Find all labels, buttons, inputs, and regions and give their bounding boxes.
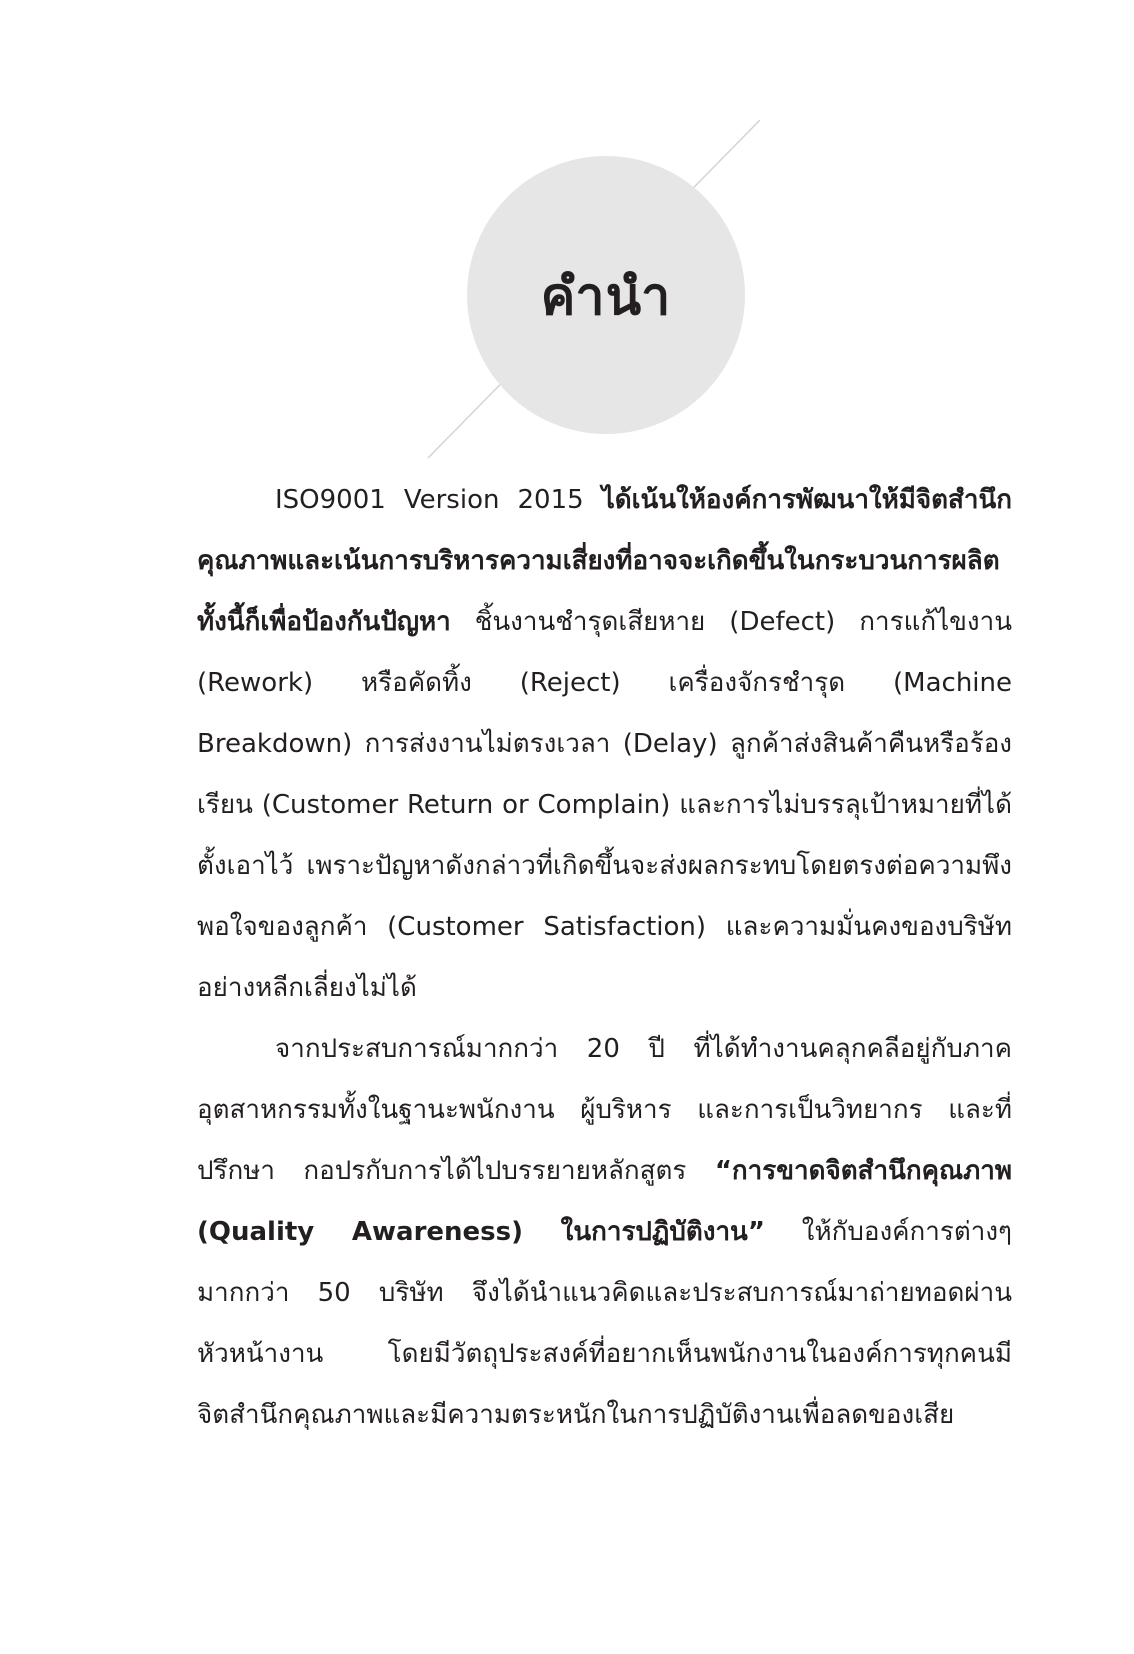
paragraph-2-bold: “การขาดจิตสำนึกคุณภาพ (Quality Awareness) ในการปฏิบัติงาน” [197,1156,1012,1247]
paragraph-1-bold: ได้เน้นให้องค์การพัฒนาให้มีจิตสำนึกคุณภาพและเน้นการบริหารความเสี่ยงที่อาจจะเกิดขึ้นในกระบวนการผลิต ทั้งนี้ก็เพื่อป้องกันปัญหา [197,485,1012,637]
paragraph-2-text-b: ให้กับองค์การต่างๆ มากกว่า 50 บริษัท จึงได้นำแนวคิดและประสบการณ์มาถ่ายทอดผ่านหัวหน้างาน โดยมีวัตถุประสงค์ที่อยากเห็นพนักงานในองค์การทุกคนมีจิตสำนึกคุณภาพและมีความตระหนักในการปฏิบัติงานเพื่อลดของเสีย [197,1217,1013,1430]
paragraph-1 [197,470,1012,1019]
page-title: คำนำ [540,266,672,327]
paragraph-1-text-b: ชิ้นงานชำรุดเสียหาย (Defect) การแก้ไขงาน (Rework) หรือคัดทิ้ง (Reject) เครื่องจักรชำรุด (Machine Breakdown) การส่งงานไม่ตรงเวลา (Delay) ลูกค้าส่งสินค้าคืนหรือร้องเรียน (Customer Return or Complain) และการไม่บรรลุเป้าหมายที่ได้ตั้งเอาไว้ เพราะปัญหาดังกล่าวที่เกิดขึ้นจะส่งผลกระทบโดยตรงต่อความพึงพอใจของลูกค้า (Customer Satisfaction) และความมั่นคงของบริษัทอย่างหลีกเลี่ยงไม่ได้ [197,607,1012,1003]
paragraph-2-text-a: จากประสบการณ์มากกว่า 20 ปี ที่ได้ทำงานคลุกคลีอยู่กับภาคอุตสาหกรรมทั้งในฐานะพนักงาน ผู้บริหาร และการเป็นวิทยากร และที่ปรึกษา กอปรกับการได้ไปบรรยายหลักสูตร [197,1034,1012,1186]
paragraph-2 [197,1019,1012,1446]
body-text [197,470,1012,1446]
paragraph-1-text-a: ISO9001 Version 2015 [275,485,602,515]
